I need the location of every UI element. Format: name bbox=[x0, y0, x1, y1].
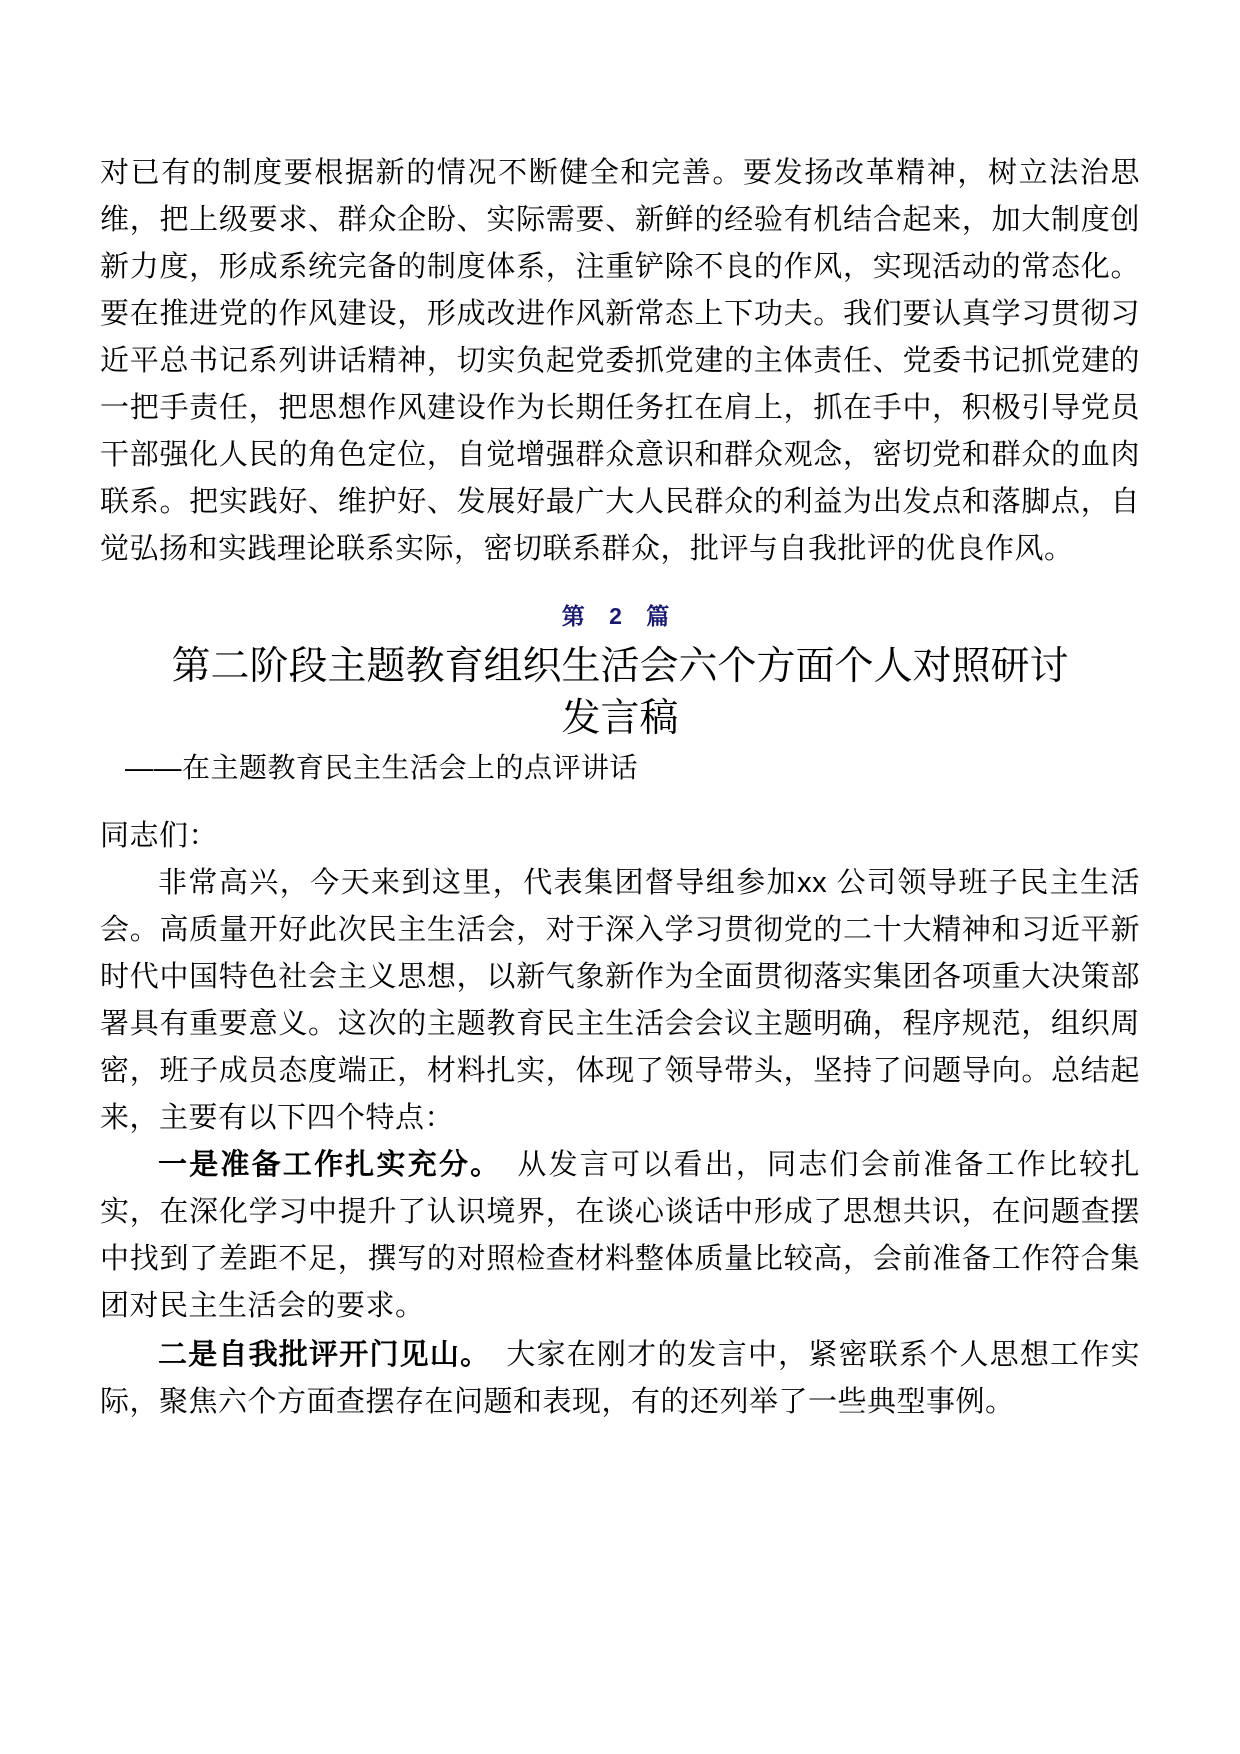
paragraph-point-2 bbox=[100, 1332, 1140, 1426]
paragraph-point-1 bbox=[100, 1142, 1140, 1330]
paragraph-lead: 二是自我批评开门见山。 bbox=[158, 1339, 491, 1371]
document-subtitle: ——在主题教育民主生活会上的点评讲话 bbox=[125, 752, 639, 783]
section-label: 第 2 篇 bbox=[561, 603, 679, 629]
continuation-paragraph: 对已有的制度要根据新的情况不断健全和完善。要发扬改革精神，树立法治思维，把上级要求、群众企盼、实际需要、新鲜的经验有机结合起来，加大制度创新力度，形成系统完备的制度体系，注重铲除不良的作风，实现活动的常态化。要在推进党的作风建设，形成改进作风新常态上下功夫。我们要认真学习贯彻习近平总书记系列讲话精神，切实负起党委抓党建的主体责任、党委书记抓党建的一把手责任，把思想作风建设作为长期任务扛在肩上，抓在手中，积极引导党员干部强化人民的角色定位，自觉增强群众意识和群众观念，密切党和群众的血肉联系。把实践好、维护好、发展好最广大人民群众的利益为出发点和落脚点，自觉弘扬和实践理论联系实际，密切联系群众，批评与自我批评的优良作风。 bbox=[100, 157, 1140, 565]
paragraph-lead: 一是准备工作扎实充分。 bbox=[158, 1149, 502, 1181]
paragraph-text: 从发言可以看出，同志们会前准备工作比较扎实，在深化学习中提升了认识境界，在谈心谈话中形成了思想共识，在问题查摆中找到了差距不足，撰写的对照检查材料整体质量比较高，会前准备工作符合集团对民主生活会的要求。 bbox=[100, 1149, 1140, 1322]
document-title: 第二阶段主题教育组织生活会六个方面个人对照研讨发言稿 bbox=[171, 645, 1069, 740]
paragraph-text: 非常高兴，今天来到这里，代表集团督导组参加xx 公司领导班子民主生活会。高质量开好此次民主生活会，对于深入学习贯彻党的二十大精神和习近平新时代中国特色社会主义思想，以新气象新作为全面贯彻落实集团各项重大决策部署具有重要意义。这次的主题教育民主生活会会议主题明确，程序规范，组织周密，班子成员态度端正，材料扎实，体现了领导带头，坚持了问题导向。总结起来，主要有以下四个特点： bbox=[100, 867, 1140, 1134]
salutation: 同志们： bbox=[100, 820, 219, 852]
paragraph-opening bbox=[100, 860, 1140, 1142]
paragraph-text: 大家在刚才的发言中，紧密联系个人思想工作实际，聚焦六个方面查摆存在问题和表现，有的还列举了一些典型事例。 bbox=[100, 1339, 1140, 1418]
